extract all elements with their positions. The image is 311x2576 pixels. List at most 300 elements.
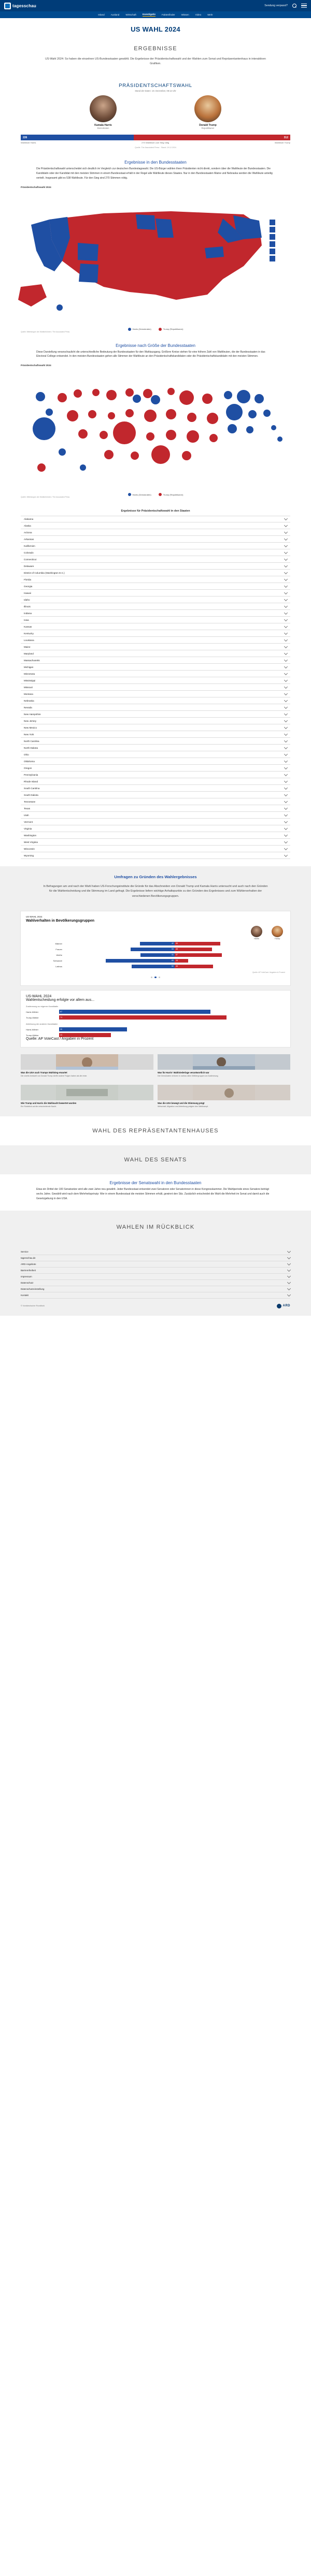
- chevron-down-icon[interactable]: [284, 658, 288, 662]
- chevron-down-icon[interactable]: [284, 853, 288, 857]
- chevron-down-icon[interactable]: [284, 793, 288, 796]
- chevron-down-icon[interactable]: [284, 598, 288, 601]
- results-section: [0, 38, 311, 74]
- chevron-down-icon[interactable]: [284, 564, 288, 567]
- accordion-row-label: Massachusetts: [24, 659, 40, 662]
- accordion-row-label: Louisiana: [24, 638, 34, 642]
- chevron-down-icon[interactable]: [284, 732, 288, 736]
- chart2-source: Quelle: AP VoteCast / Angaben in Prozent: [26, 1037, 94, 1041]
- accordion-row[interactable]: [21, 798, 290, 805]
- accordion-row[interactable]: [21, 623, 290, 630]
- chart1-pagination-dots[interactable]: [26, 973, 285, 979]
- dot-3[interactable]: [159, 977, 161, 979]
- accordion-row[interactable]: [21, 637, 290, 644]
- chart2-bar-label: Trump-Wähler: [26, 1016, 39, 1019]
- chevron-down-icon[interactable]: [284, 651, 288, 655]
- accordion-row[interactable]: [21, 590, 290, 596]
- accordion-row[interactable]: [21, 852, 290, 859]
- accordion-row[interactable]: [21, 711, 290, 718]
- nav-item-ausland[interactable]: Ausland: [110, 13, 120, 16]
- senate-heading: WAHL DES SENATS: [124, 1157, 187, 1163]
- chart1-bar-trump: 16: [175, 959, 188, 963]
- accordion-row[interactable]: [21, 570, 290, 576]
- chevron-down-icon[interactable]: [287, 1287, 291, 1290]
- accordion-row-label: Illinois: [24, 605, 31, 608]
- chevron-down-icon[interactable]: [284, 571, 288, 574]
- teaser-image-3: [21, 1085, 153, 1100]
- harris-party: Demokraten: [97, 127, 109, 130]
- elector-bar-harris: 226: [21, 135, 134, 140]
- presidential-section: [0, 74, 311, 154]
- choropleth-map-label: Präsidentschaftswahl 2024: [21, 185, 51, 188]
- chart2-bar-fill: 23: [59, 1033, 111, 1037]
- accordion-row-label: Florida: [24, 578, 32, 581]
- harris-name: Kamala Harris: [94, 124, 112, 127]
- chart2-bar-fill: 67: [59, 1010, 210, 1014]
- bubble-legend-swatch-trump: [159, 493, 162, 496]
- data-timestamp: Stand der Daten: 19. Dezember, 08:12 Uhr: [135, 90, 176, 93]
- elector-needed-note: 270 Wahlleute zum Sieg nötig: [142, 141, 169, 144]
- accordion-row[interactable]: [21, 650, 290, 657]
- chevron-down-icon[interactable]: [284, 847, 288, 850]
- accordion-row[interactable]: [21, 657, 290, 664]
- accordion-list: [21, 516, 290, 859]
- footer-row[interactable]: [21, 1286, 290, 1292]
- site-logo[interactable]: [4, 3, 36, 9]
- chart1-right-track: [175, 965, 285, 968]
- teaser-desc-2: Die Demokraten verloren in nahezu allen Wählergruppen an Zustimmung.: [158, 1075, 219, 1078]
- bubble-legend-label-trump: Trump (Republikaner): [163, 493, 183, 496]
- accordion-row-label: Wisconsin: [24, 847, 35, 850]
- accordion-row-label: Alaska: [24, 524, 31, 527]
- chevron-down-icon[interactable]: [284, 806, 288, 810]
- legend-swatch-harris: [128, 328, 131, 331]
- accordion-row[interactable]: [21, 832, 290, 839]
- tagesschau-logo-icon: [4, 3, 11, 9]
- states-section: [0, 154, 311, 337]
- footer-row[interactable]: [21, 1255, 290, 1261]
- chart1-column-heads: [26, 926, 285, 940]
- accordion-row[interactable]: [21, 543, 290, 549]
- chart1-group-bars: [64, 948, 285, 951]
- bubble-legend: [0, 491, 311, 496]
- footer-row-label: Barrierefreiheit: [21, 1269, 36, 1272]
- accordion-title: Ergebnisse für Präsidentschaftswahl in den Staaten: [121, 510, 190, 513]
- accordion-row[interactable]: [21, 536, 290, 543]
- accordion-row-label: Nevada: [24, 706, 32, 709]
- chevron-down-icon[interactable]: [284, 698, 288, 702]
- trump-portrait-avatar-small: [272, 926, 283, 937]
- accordion-row[interactable]: [21, 745, 290, 751]
- accordion-row[interactable]: [21, 563, 290, 570]
- chevron-down-icon[interactable]: [284, 739, 288, 743]
- top-bar-actions: [264, 3, 307, 8]
- chart1-group-label: Weiße: [56, 953, 62, 956]
- footer-link-list: [21, 1249, 290, 1299]
- nav-item-investigativ[interactable]: Investigativ: [142, 13, 156, 16]
- chevron-down-icon[interactable]: [284, 752, 288, 756]
- chevron-down-icon[interactable]: [284, 624, 288, 628]
- accordion-row[interactable]: [21, 758, 290, 765]
- chevron-down-icon[interactable]: [287, 1262, 291, 1265]
- accordion-row[interactable]: [21, 529, 290, 536]
- house-heading: WAHL DES REPRÄSENTANTENHAUSES: [92, 1128, 219, 1134]
- main-nav: [0, 11, 311, 18]
- accordion-row-label: Missouri: [24, 686, 33, 689]
- accordion-row[interactable]: [21, 765, 290, 772]
- chart1-bar-trump: 57: [175, 953, 222, 957]
- accordion-row[interactable]: [21, 583, 290, 590]
- chart1-head-harris: [251, 926, 262, 940]
- chart2-bar-fill: 30: [59, 1027, 127, 1031]
- nav-item-video[interactable]: Video: [195, 13, 202, 16]
- chevron-down-icon[interactable]: [284, 833, 288, 837]
- chart1-left-track: [64, 948, 175, 951]
- candidate-trump: [194, 95, 221, 129]
- accordion-row-label: Texas: [24, 807, 30, 810]
- chevron-down-icon[interactable]: [284, 577, 288, 581]
- chart1-bar-harris: 53: [131, 948, 175, 951]
- accordion-row[interactable]: [21, 697, 290, 704]
- footer-row-label: ARD-Angebote: [21, 1262, 36, 1265]
- senate-states-subheading: Ergebnisse der Senatswahl in den Bundesstaaten: [109, 1181, 202, 1186]
- legend-label-harris: Harris (Demokraten): [132, 328, 151, 331]
- chevron-down-icon[interactable]: [284, 725, 288, 729]
- accordion-row-label: Utah: [24, 813, 29, 817]
- size-paragraph: Diese Darstellung veranschaulicht die unterschiedliche Bedeutung der Bundesstaaten für den Wahlausgang. Größere Kreise stehen für eine höhere Zahl von Wahlleuten, die der Bundesstaaten in das Electoral College entsendet. In den meisten Bundesstaaten gehen alle Stimmen der Wahlleute an den Präsidentschaftskandidaten oder die Präsidentschaftskandidatin mit den meisten Stimmen.: [36, 350, 265, 358]
- teaser-card-3[interactable]: [21, 1085, 153, 1108]
- chevron-down-icon[interactable]: [284, 746, 288, 749]
- chevron-down-icon[interactable]: [287, 1268, 291, 1272]
- candidate-row: [0, 95, 311, 132]
- chevron-down-icon[interactable]: [284, 550, 288, 554]
- accordion-row[interactable]: [21, 556, 290, 563]
- legend-item-harris: [128, 328, 151, 331]
- chevron-down-icon[interactable]: [287, 1249, 291, 1253]
- accordion-row-label: Ohio: [24, 753, 29, 756]
- top-bar: [0, 0, 311, 11]
- missed-broadcast-link[interactable]: Sendung verpasst?: [264, 4, 288, 7]
- accordion-row[interactable]: [21, 738, 290, 745]
- elector-label-harris: Wahlleute Harris: [21, 141, 36, 144]
- results-heading: ERGEBNISSE: [134, 46, 177, 52]
- accordion-row[interactable]: [21, 677, 290, 684]
- footer-copyright: © Norddeutscher Rundfunk: [21, 1305, 45, 1307]
- chevron-down-icon[interactable]: [284, 719, 288, 722]
- footer-row[interactable]: [21, 1268, 290, 1274]
- presidential-footnote: Quelle: The Associated Press · Stand: 19.12.2024: [135, 147, 176, 149]
- accordion-row-label: Vermont: [24, 820, 33, 823]
- footer-bottom: [21, 1299, 290, 1316]
- teaser-card-4[interactable]: [158, 1085, 290, 1108]
- accordion-row[interactable]: [21, 805, 290, 812]
- footer-row[interactable]: [21, 1261, 290, 1268]
- accordion-row[interactable]: [21, 671, 290, 677]
- chart2-bar-track: [59, 1027, 285, 1031]
- chart1-group-label: Schwarze: [53, 959, 62, 962]
- footer-row-label: Kontakt: [21, 1293, 29, 1297]
- chart2-bar-label: Trump-Wähler: [26, 1034, 39, 1037]
- chevron-down-icon[interactable]: [284, 523, 288, 527]
- footer-row[interactable]: [21, 1274, 290, 1280]
- senate-states-section: [0, 1174, 311, 1210]
- survey-chart-motivation: [21, 991, 290, 1047]
- chevron-down-icon[interactable]: [284, 604, 288, 608]
- accordion-row-label: New Mexico: [24, 726, 37, 729]
- accordion-row[interactable]: [21, 630, 290, 637]
- chart2-bar-fill: 74: [59, 1015, 227, 1020]
- chart2-title: Wahlentscheidung erfolgte vor allem aus...: [26, 998, 95, 1002]
- choropleth-credit: Quelle: Mitteilungen der Wahlbehörden / The Associated Press: [21, 330, 70, 333]
- bubble-map[interactable]: [0, 367, 311, 491]
- chart1-group-row: [26, 948, 285, 951]
- chart1-left-track: [64, 953, 175, 957]
- nav-item-mehr[interactable]: Mehr: [207, 13, 213, 16]
- chevron-down-icon[interactable]: [287, 1293, 291, 1297]
- chart2-bar-row: [26, 1010, 285, 1014]
- accordion-row[interactable]: [21, 785, 290, 792]
- chevron-down-icon[interactable]: [284, 645, 288, 648]
- chevron-down-icon[interactable]: [284, 779, 288, 783]
- trump-party: Republikaner: [201, 127, 215, 130]
- chart2-sub1: Zustimmung zur eigenen Kandidatin: [26, 1005, 59, 1008]
- chevron-down-icon[interactable]: [284, 766, 288, 769]
- chevron-down-icon[interactable]: [284, 773, 288, 776]
- chart1-source: Quelle: AP VoteCast / Angaben in Prozent: [252, 971, 285, 973]
- accordion-row[interactable]: [21, 603, 290, 610]
- teaser-title-2[interactable]: Was für Harris' Wahlniederlage verantwortlich war: [158, 1071, 209, 1074]
- chevron-down-icon[interactable]: [284, 530, 288, 534]
- accordion-row-label: North Carolina: [24, 739, 39, 743]
- accordion-row[interactable]: [21, 839, 290, 846]
- bubble-legend-label-harris: Harris (Demokraten): [132, 493, 151, 496]
- chevron-down-icon[interactable]: [284, 678, 288, 682]
- accordion-row[interactable]: [21, 792, 290, 798]
- chevron-down-icon[interactable]: [284, 820, 288, 823]
- footer-row[interactable]: [21, 1249, 290, 1255]
- accordion-row-label: Montana: [24, 692, 33, 695]
- surveys-paragraph: In Befragungen am und nach der Wahl haben US-Forschungsinstitute die Gründe für das Abschneiden von Donald Trump und Kamala Harris untersucht und auch nach den Gründen für die Wahlentscheidung und die Stimmung im Land gefragt. Die Ergebnisse liefern wichtige Anhaltspunkte zu den Gründen des Ergebnisses und zum Wählerverhalten der verschiedenen Bevölkerungsgruppen.: [43, 885, 268, 898]
- accordion-row-label: Virginia: [24, 827, 32, 830]
- chevron-down-icon[interactable]: [284, 537, 288, 541]
- footer: [0, 1244, 311, 1316]
- teaser-card-2[interactable]: [158, 1054, 290, 1078]
- chart1-group-bars: [64, 942, 285, 945]
- accordion-row-label: Connecticut: [24, 558, 37, 561]
- legend-label-trump: Trump (Republikaner): [163, 328, 183, 331]
- accordion-row-label: Kansas: [24, 625, 32, 628]
- surveys-section: [0, 866, 311, 1116]
- teaser-title-1[interactable]: Was die USA nach Trumps Wahlsieg erwartet: [21, 1071, 67, 1074]
- chart2-bar-track: [59, 1033, 285, 1037]
- chart2-group1-bars: [26, 1010, 285, 1020]
- trump-portrait-avatar: [194, 95, 221, 122]
- accordion-row[interactable]: [21, 617, 290, 623]
- nav-item-wirtschaft[interactable]: Wirtschaft: [125, 13, 136, 16]
- chevron-down-icon[interactable]: [284, 672, 288, 675]
- ard-logo[interactable]: [277, 1304, 291, 1308]
- accordion-row-label: New York: [24, 733, 34, 736]
- accordion-row[interactable]: [21, 772, 290, 778]
- accordion-row[interactable]: [21, 610, 290, 617]
- accordion-row-label: Tennessee: [24, 800, 36, 803]
- chart2-bar-row: [26, 1033, 285, 1037]
- chart2-bar-track: [59, 1010, 285, 1014]
- candidate-harris: [90, 95, 117, 129]
- size-section: [0, 337, 311, 503]
- nav-item-faktenfinder[interactable]: Faktenfinder: [162, 13, 175, 16]
- accordion-row[interactable]: [21, 684, 290, 691]
- trump-name: Donald Trump: [199, 124, 217, 127]
- nav-item-wissen[interactable]: Wissen: [181, 13, 189, 16]
- accordion-row[interactable]: [21, 724, 290, 731]
- chevron-down-icon[interactable]: [284, 826, 288, 830]
- accordion-row[interactable]: [21, 691, 290, 697]
- search-icon[interactable]: [292, 3, 297, 8]
- accordion-row-label: Indiana: [24, 612, 32, 615]
- chevron-down-icon[interactable]: [284, 591, 288, 594]
- chevron-down-icon[interactable]: [284, 631, 288, 635]
- chart1-right-track: [175, 942, 285, 945]
- chevron-down-icon[interactable]: [284, 712, 288, 716]
- chart2-bar-row: [26, 1015, 285, 1020]
- teaser-desc-1: Die zweite Amtszeit von Donald Trump dürfte andere Folgen haben als die erste.: [21, 1075, 88, 1078]
- chart1-group-bars: [64, 965, 285, 968]
- accordion-row-label: Idaho: [24, 598, 30, 601]
- teaser-title-4[interactable]: Was die USA bewegt und die Stimmung prägt: [158, 1102, 205, 1105]
- page-title-band: [0, 18, 311, 38]
- accordion-row-label: Kalifornien: [24, 544, 35, 547]
- chevron-down-icon[interactable]: [287, 1280, 291, 1284]
- accordion-row[interactable]: [21, 522, 290, 529]
- footer-row-label: Service: [21, 1250, 29, 1253]
- us-choropleth-svg[interactable]: [0, 188, 311, 326]
- choropleth-map[interactable]: [0, 188, 311, 326]
- chevron-down-icon[interactable]: [284, 517, 288, 520]
- accordion-row[interactable]: [21, 644, 290, 650]
- teaser-card-1[interactable]: [21, 1054, 153, 1078]
- chart2-bar-label: Harris-Wähler: [26, 1010, 38, 1013]
- chart2-bar-label: Harris-Wähler: [26, 1028, 38, 1031]
- harris-portrait-avatar-small: [251, 926, 262, 937]
- chart1-group-row: [26, 959, 285, 963]
- senate-section: [0, 1145, 311, 1174]
- ard-logo-label: ARD: [282, 1304, 290, 1308]
- chevron-down-icon[interactable]: [284, 759, 288, 763]
- chevron-down-icon[interactable]: [284, 611, 288, 615]
- chevron-down-icon[interactable]: [284, 705, 288, 709]
- chart2-bar-track: [59, 1015, 285, 1020]
- chart1-bar-trump: 45: [175, 948, 212, 951]
- accordion-row-label: Michigan: [24, 665, 34, 668]
- chevron-down-icon[interactable]: [284, 799, 288, 803]
- chart1-left-track: [64, 965, 175, 968]
- bubble-legend-swatch-harris: [128, 493, 131, 496]
- chevron-down-icon[interactable]: [284, 584, 288, 588]
- chart1-group-row: [26, 953, 285, 957]
- chevron-down-icon[interactable]: [284, 557, 288, 561]
- us-bubble-svg[interactable]: [0, 367, 311, 491]
- house-section: [0, 1116, 311, 1145]
- chevron-down-icon[interactable]: [284, 618, 288, 621]
- accordion-row-label: Kentucky: [24, 632, 34, 635]
- accordion-row[interactable]: [21, 549, 290, 556]
- accordion-row[interactable]: [21, 825, 290, 832]
- accordion-row[interactable]: [21, 664, 290, 671]
- bubble-legend-item-trump: [159, 493, 183, 496]
- chevron-down-icon[interactable]: [284, 813, 288, 817]
- harris-portrait-avatar: [90, 95, 117, 122]
- accordion-row[interactable]: [21, 596, 290, 603]
- accordion-row[interactable]: [21, 516, 290, 522]
- footer-row[interactable]: [21, 1280, 290, 1286]
- surveys-heading: Umfragen zu Gründen des Wahlergebnisses: [114, 875, 197, 880]
- chevron-down-icon[interactable]: [284, 685, 288, 689]
- chevron-down-icon[interactable]: [284, 544, 288, 547]
- chart2-bar-row: [26, 1027, 285, 1031]
- chevron-down-icon[interactable]: [287, 1256, 291, 1259]
- accordion-row[interactable]: [21, 819, 290, 825]
- menu-icon[interactable]: [301, 4, 307, 8]
- chart1-right-track: [175, 948, 285, 951]
- nav-item-inland[interactable]: Inland: [98, 13, 105, 16]
- accordion-row-label: Colorado: [24, 551, 34, 554]
- dot-1[interactable]: [151, 977, 153, 979]
- accordion-row[interactable]: [21, 704, 290, 711]
- teaser-row-1: [21, 1054, 290, 1078]
- chart1-head-trump-name: Trump: [274, 937, 280, 940]
- footer-row[interactable]: [21, 1292, 290, 1299]
- accordion-row-label: Washington: [24, 834, 37, 837]
- state-results-accordion-section: [0, 502, 311, 866]
- dot-2[interactable]: [154, 977, 157, 979]
- teaser-title-3[interactable]: Wie Trump und Harris die Wahlnacht bewertet wurden: [21, 1102, 77, 1105]
- chart2-group2-bars: [26, 1027, 285, 1037]
- chart1-bar-trump: 46: [175, 965, 213, 968]
- results-intro: US-Wahl 2024: So haben die einzelnen US-Bundesstaaten gewählt. Die Ergebnisse der Präsidentschaftswahl und der Wahlen zum Senat und Repräsentantenhaus in interaktiven Grafiken.: [45, 57, 266, 66]
- size-subheading: Ergebnisse nach Größe der Bundesstaaten: [116, 343, 195, 348]
- chart1-group-bars: [64, 953, 285, 957]
- accordion-row-label: Oregon: [24, 766, 32, 769]
- ard-logo-icon: [277, 1304, 281, 1308]
- chevron-down-icon[interactable]: [284, 786, 288, 790]
- chevron-down-icon[interactable]: [287, 1274, 291, 1278]
- retrospective-section: [0, 1211, 311, 1244]
- accordion-row-label: Maryland: [24, 652, 34, 655]
- accordion-row-label: West Virginia: [24, 840, 38, 843]
- accordion-row[interactable]: [21, 846, 290, 852]
- chevron-down-icon[interactable]: [284, 638, 288, 642]
- accordion-row-label: North Dakota: [24, 746, 38, 749]
- accordion-row-label: South Carolina: [24, 787, 40, 790]
- accordion-row[interactable]: [21, 812, 290, 819]
- chevron-down-icon[interactable]: [284, 665, 288, 668]
- chevron-down-icon[interactable]: [284, 692, 288, 695]
- accordion-row[interactable]: [21, 751, 290, 758]
- chart1-kicker: US-WAHL 2024: [26, 915, 43, 918]
- chart2-sub2: Ablehnung der anderen Kandidaten: [26, 1023, 58, 1026]
- accordion-row-label: South Dakota: [24, 793, 38, 796]
- chevron-down-icon[interactable]: [284, 840, 288, 843]
- accordion-row[interactable]: [21, 576, 290, 583]
- footer-row-label: Datenschutz: [21, 1281, 34, 1284]
- accordion-row[interactable]: [21, 778, 290, 785]
- retrospective-heading: WAHLEN IM RÜCKBLICK: [116, 1224, 195, 1230]
- chart1-head-harris-name: Harris: [253, 937, 260, 940]
- accordion-row-label: Iowa: [24, 618, 29, 621]
- accordion-row[interactable]: [21, 718, 290, 724]
- accordion-row[interactable]: [21, 731, 290, 738]
